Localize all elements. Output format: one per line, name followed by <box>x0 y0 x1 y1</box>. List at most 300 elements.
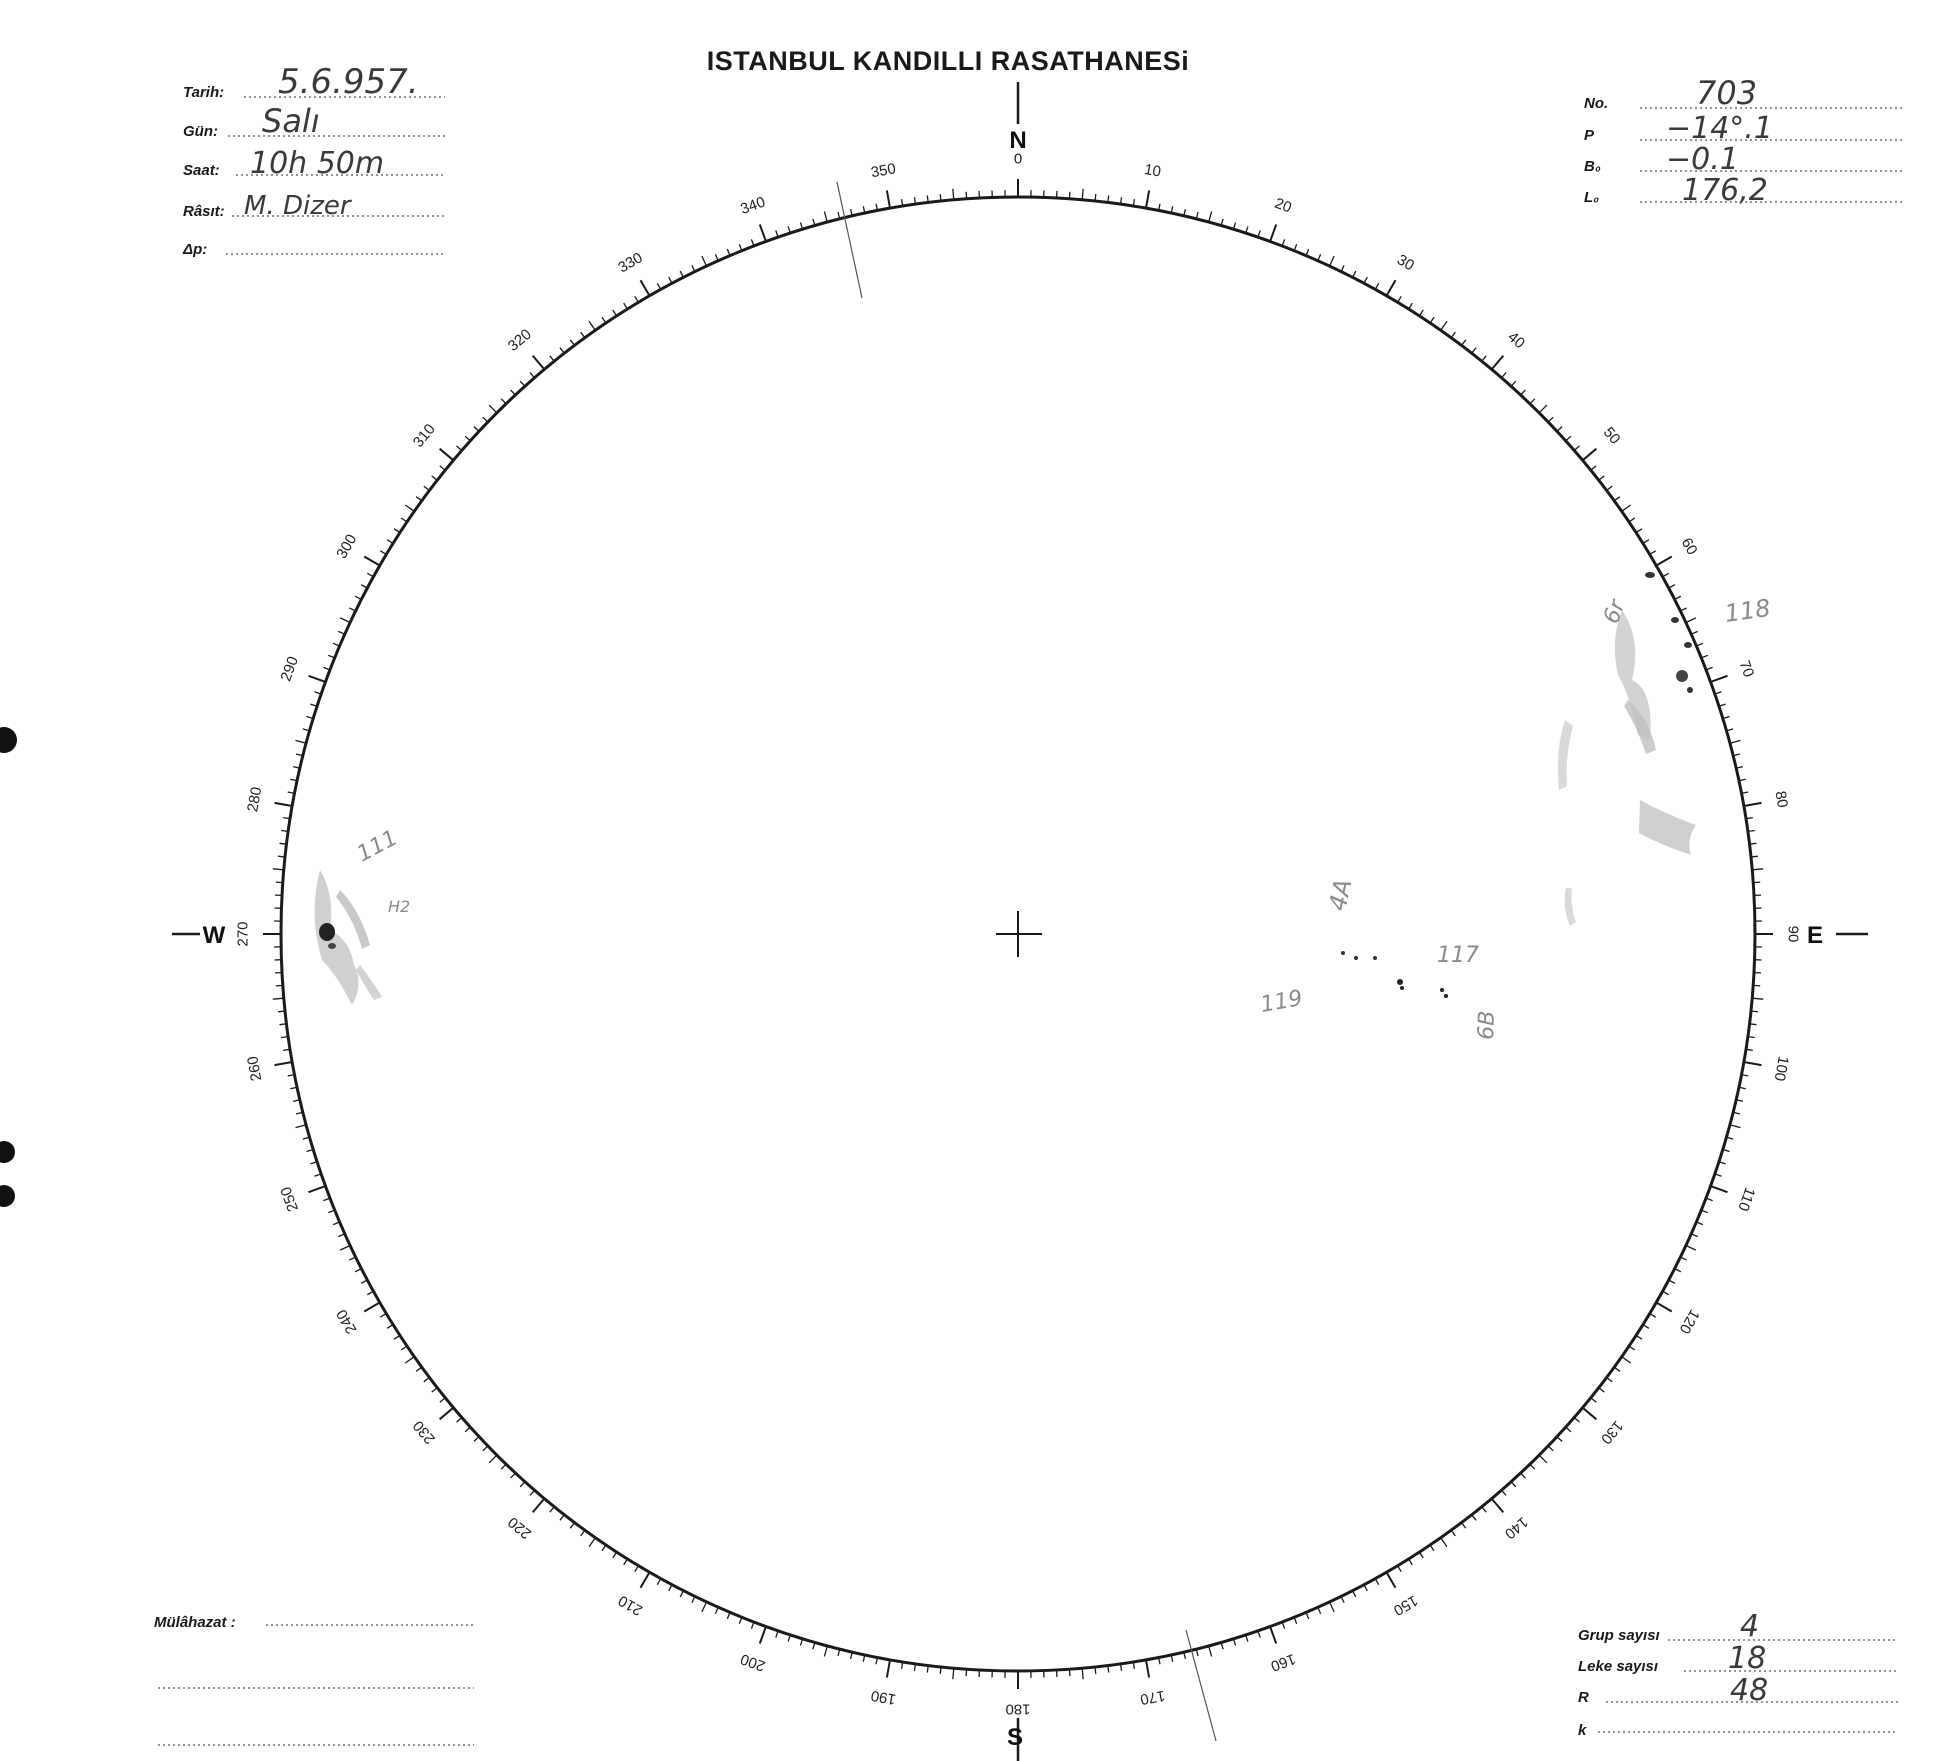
tick-43 <box>1521 390 1526 395</box>
tick-306 <box>416 497 422 501</box>
tick-122 <box>1643 1325 1649 1329</box>
tick-226 <box>483 1446 488 1451</box>
number-label: No. <box>1584 95 1609 112</box>
tick-200 <box>760 1627 766 1644</box>
tick-105 <box>1730 1125 1741 1128</box>
tick-235 <box>405 1357 414 1363</box>
tick-83 <box>1750 843 1757 844</box>
tick-31 <box>1398 296 1402 302</box>
tick-141 <box>1482 1507 1486 1512</box>
observer-row <box>183 191 445 221</box>
l0-value: 176,2 <box>1682 173 1768 208</box>
time-value: 10h 50m <box>250 146 385 181</box>
tick-333 <box>680 271 683 277</box>
tick-49 <box>1574 446 1579 451</box>
tick-115 <box>1686 1246 1696 1251</box>
tick-238 <box>387 1325 393 1329</box>
date-row <box>183 62 445 102</box>
footer-right <box>1578 1609 1898 1739</box>
tick-7 <box>1108 196 1109 203</box>
delta-p-label: Δp: <box>183 241 208 258</box>
tick-321 <box>550 356 554 361</box>
annotation-6b: 6B <box>1474 1010 1501 1041</box>
tick-96 <box>1751 1011 1758 1012</box>
day-row <box>183 102 445 140</box>
degree-label-90: 90 <box>1784 925 1802 943</box>
tick-152 <box>1364 1585 1367 1591</box>
tick-352 <box>915 197 916 204</box>
tick-139 <box>1502 1490 1507 1495</box>
tick-33 <box>1419 310 1423 316</box>
tick-129 <box>1591 1398 1596 1402</box>
tick-280 <box>275 803 293 806</box>
tick-175 <box>1082 1668 1083 1679</box>
tick-54 <box>1614 497 1620 501</box>
degree-label-200: 200 <box>738 1650 768 1675</box>
degree-label-150: 150 <box>1390 1591 1421 1619</box>
west-label: W <box>202 922 226 949</box>
date-value: 5.6.957. <box>278 62 419 102</box>
tick-95 <box>1752 998 1763 999</box>
tick-217 <box>570 1523 574 1529</box>
degree-label-70: 70 <box>1735 658 1758 680</box>
tick-354 <box>940 194 941 201</box>
tick-302 <box>387 540 393 544</box>
tick-160 <box>1270 1627 1276 1644</box>
degree-label-60: 60 <box>1677 535 1701 558</box>
degree-label-170: 170 <box>1138 1686 1167 1708</box>
tick-285 <box>296 740 307 743</box>
tick-51 <box>1591 466 1596 470</box>
tick-125 <box>1622 1357 1631 1363</box>
tick-210 <box>641 1572 650 1588</box>
tick-308 <box>432 476 438 480</box>
tick-59 <box>1650 551 1656 555</box>
annotation-118: 118 <box>1722 593 1773 628</box>
tick-331 <box>657 283 660 289</box>
tick-153 <box>1353 1591 1356 1597</box>
tick-176 <box>1069 1669 1070 1676</box>
annotation-111: 111 <box>353 825 402 868</box>
tick-188 <box>915 1664 916 1671</box>
tick-133 <box>1557 1437 1562 1442</box>
tick-44 <box>1530 399 1535 404</box>
tick-327 <box>613 310 617 316</box>
tick-50 <box>1583 449 1597 461</box>
tick-42 <box>1511 381 1516 386</box>
annotation-119: 119 <box>1258 985 1305 1018</box>
tick-276 <box>278 856 285 857</box>
south-label: S <box>1006 1724 1024 1751</box>
tick-237 <box>394 1335 400 1339</box>
tick-149 <box>1398 1566 1402 1572</box>
degree-label-40: 40 <box>1504 328 1529 353</box>
tick-70 <box>1711 676 1728 682</box>
tick-219 <box>550 1507 554 1512</box>
tick-151 <box>1375 1579 1378 1585</box>
tick-223 <box>511 1473 516 1478</box>
east-label: E <box>1806 922 1824 949</box>
tick-84 <box>1751 856 1758 857</box>
tick-34 <box>1430 317 1434 323</box>
degree-label-20: 20 <box>1272 194 1294 217</box>
tick-145 <box>1441 1538 1447 1547</box>
k-label: k <box>1578 1722 1587 1739</box>
spot-count-value: 18 <box>1728 1641 1767 1676</box>
tick-233 <box>424 1378 430 1382</box>
degree-label-340: 340 <box>738 193 768 218</box>
tick-53 <box>1607 486 1613 490</box>
tick-45 <box>1539 405 1547 413</box>
degree-label-260: 260 <box>244 1054 266 1083</box>
tick-155 <box>1330 1602 1335 1612</box>
tick-310 <box>440 449 454 461</box>
spot-count-label: Leke sayısı <box>1578 1658 1659 1675</box>
annotation-117: 117 <box>1437 943 1479 968</box>
tick-144 <box>1451 1530 1455 1536</box>
p-angle-value: −14°.1 <box>1666 111 1773 146</box>
tick-140 <box>1492 1499 1504 1513</box>
tick-41 <box>1502 373 1507 378</box>
degree-label-130: 130 <box>1597 1417 1627 1448</box>
tick-170 <box>1146 1660 1149 1678</box>
tick-123 <box>1636 1335 1642 1339</box>
tick-29 <box>1375 283 1378 289</box>
degree-label-350: 350 <box>869 160 898 182</box>
tick-330 <box>641 280 650 296</box>
tick-110 <box>1711 1186 1728 1192</box>
degree-label-50: 50 <box>1599 423 1624 448</box>
tick-266 <box>276 985 283 986</box>
tick-319 <box>530 373 535 378</box>
tick-236 <box>401 1346 407 1350</box>
sheet-title: ISTANBUL KANDILLI RASATHANESi <box>706 46 1190 76</box>
tick-94 <box>1753 985 1760 986</box>
tick-222 <box>520 1482 525 1487</box>
tick-46 <box>1548 417 1553 422</box>
tick-195 <box>824 1646 827 1657</box>
tick-244 <box>349 1257 355 1260</box>
tick-6 <box>1095 194 1096 201</box>
tick-173 <box>1108 1666 1109 1673</box>
tick-97 <box>1750 1024 1757 1025</box>
tick-30 <box>1387 280 1396 296</box>
tick-184 <box>966 1669 967 1676</box>
tick-36 <box>1451 332 1455 338</box>
tick-232 <box>432 1388 438 1392</box>
tick-143 <box>1462 1523 1466 1529</box>
tick-322 <box>560 348 564 354</box>
sunspot-group-west-limb <box>314 870 382 1005</box>
group-count-value: 4 <box>1740 1609 1760 1644</box>
tick-35 <box>1441 321 1447 330</box>
tick-211 <box>635 1566 639 1572</box>
tick-127 <box>1607 1378 1613 1382</box>
degree-label-140: 140 <box>1501 1513 1532 1543</box>
tick-165 <box>1209 1646 1212 1657</box>
degree-label-320: 320 <box>504 325 535 355</box>
tick-135 <box>1539 1455 1547 1463</box>
tick-124 <box>1629 1346 1635 1350</box>
tick-27 <box>1353 271 1356 277</box>
tick-146 <box>1430 1545 1434 1551</box>
tick-4 <box>1069 192 1070 199</box>
tick-332 <box>669 277 672 283</box>
delta-p-row <box>182 241 445 258</box>
degree-label-220: 220 <box>504 1513 535 1543</box>
degree-label-230: 230 <box>409 1417 439 1448</box>
r-number-label: R <box>1578 1689 1589 1706</box>
b0-label: B₀ <box>1584 158 1601 175</box>
tick-314 <box>483 417 488 422</box>
tick-301 <box>380 551 386 555</box>
tick-150 <box>1387 1572 1396 1588</box>
tick-61 <box>1663 573 1669 576</box>
tick-303 <box>394 529 400 533</box>
tick-47 <box>1557 427 1562 432</box>
tick-86 <box>1753 882 1760 883</box>
tick-355 <box>953 189 954 200</box>
remarks-label: Mülâhazat : <box>154 1614 236 1631</box>
l0-label: L₀ <box>1584 189 1600 206</box>
degree-label-280: 280 <box>244 785 266 814</box>
tick-296 <box>349 608 355 611</box>
p-angle-label: P <box>1584 127 1595 144</box>
tick-75 <box>1730 740 1741 743</box>
tick-39 <box>1482 356 1486 361</box>
tick-316 <box>501 399 506 404</box>
tick-116 <box>1680 1257 1686 1260</box>
tick-65 <box>1686 618 1696 623</box>
tick-323 <box>570 340 574 346</box>
r-number-row <box>1578 1673 1898 1708</box>
tick-231 <box>440 1398 445 1402</box>
tick-241 <box>367 1291 373 1294</box>
tick-174 <box>1095 1667 1096 1674</box>
tick-300 <box>364 557 380 566</box>
tick-136 <box>1530 1464 1535 1469</box>
tick-275 <box>273 869 284 870</box>
time-label: Saat: <box>183 162 220 179</box>
tick-52 <box>1599 476 1605 480</box>
tick-142 <box>1472 1515 1476 1521</box>
tick-260 <box>275 1062 293 1065</box>
tick-250 <box>309 1186 326 1192</box>
tick-220 <box>533 1499 545 1513</box>
tick-10 <box>1146 191 1149 209</box>
tick-40 <box>1492 356 1504 370</box>
tick-98 <box>1748 1037 1755 1038</box>
tick-48 <box>1566 436 1571 441</box>
header-right <box>1584 74 1905 208</box>
tick-242 <box>361 1280 367 1283</box>
tick-56 <box>1629 518 1635 522</box>
tick-265 <box>273 998 284 999</box>
tick-320 <box>533 356 545 370</box>
tick-297 <box>355 596 361 599</box>
tick-120 <box>1656 1303 1672 1312</box>
tick-213 <box>613 1552 617 1558</box>
tick-5 <box>1082 189 1083 200</box>
r-number-value: 48 <box>1730 1673 1769 1708</box>
degree-label-100: 100 <box>1770 1054 1792 1083</box>
tick-311 <box>457 446 462 451</box>
tick-325 <box>589 321 595 330</box>
tick-118 <box>1669 1280 1675 1283</box>
tick-263 <box>280 1024 287 1025</box>
tick-221 <box>530 1490 535 1495</box>
tick-329 <box>635 296 639 302</box>
degree-label-240: 240 <box>333 1306 361 1337</box>
tick-234 <box>416 1367 422 1371</box>
tick-8 <box>1121 197 1122 204</box>
rotation-axis-mark-north <box>837 182 862 298</box>
tick-313 <box>474 427 479 432</box>
tick-229 <box>457 1418 462 1423</box>
annotation-6r: 6r <box>1599 596 1631 628</box>
tick-190 <box>887 1660 890 1678</box>
sunspot-group-east-limb <box>1558 572 1696 926</box>
tick-186 <box>940 1667 941 1674</box>
tick-134 <box>1548 1446 1553 1451</box>
tick-225 <box>489 1455 497 1463</box>
tick-334 <box>692 265 695 271</box>
degree-label-110: 110 <box>1734 1184 1759 1214</box>
degree-label-270: 270 <box>234 921 252 947</box>
tick-295 <box>340 618 350 623</box>
group-count-row <box>1578 1609 1898 1644</box>
annotation-h2: H2 <box>388 897 411 916</box>
tick-208 <box>669 1585 672 1591</box>
degree-label-10: 10 <box>1142 160 1163 181</box>
tick-207 <box>680 1591 683 1597</box>
tick-185 <box>953 1668 954 1679</box>
tick-353 <box>927 196 928 203</box>
degree-label-310: 310 <box>409 420 439 451</box>
observer-label: Râsıt: <box>183 203 225 220</box>
tick-138 <box>1511 1482 1516 1487</box>
remarks-block <box>154 1614 474 1745</box>
tick-15 <box>1209 212 1212 223</box>
tick-356 <box>966 192 967 199</box>
tick-117 <box>1675 1269 1681 1272</box>
tick-57 <box>1636 529 1642 533</box>
tick-100 <box>1744 1062 1762 1065</box>
degree-label-190: 190 <box>869 1686 898 1708</box>
tick-154 <box>1341 1596 1344 1602</box>
tick-25 <box>1330 256 1335 266</box>
day-value: Salı <box>262 102 320 140</box>
observer-value: M. Dizer <box>244 191 351 221</box>
tick-128 <box>1599 1388 1605 1392</box>
degree-label-250: 250 <box>277 1184 302 1214</box>
tick-299 <box>367 573 373 576</box>
tick-212 <box>624 1559 628 1565</box>
tick-126 <box>1614 1367 1620 1371</box>
degree-label-160: 160 <box>1268 1650 1298 1675</box>
degree-label-180: 180 <box>1005 1700 1031 1718</box>
tick-350 <box>887 191 890 209</box>
tick-206 <box>692 1596 695 1602</box>
tick-315 <box>489 405 497 413</box>
tick-277 <box>280 843 287 844</box>
degree-label-210: 210 <box>615 1591 646 1619</box>
k-row <box>1578 1722 1898 1739</box>
tick-132 <box>1566 1427 1571 1432</box>
tick-262 <box>281 1037 288 1038</box>
group-count-label: Grup sayısı <box>1578 1627 1660 1644</box>
binder-holes <box>0 727 17 1207</box>
tick-224 <box>501 1464 506 1469</box>
b0-value: −0.1 <box>1666 142 1739 177</box>
tick-131 <box>1574 1418 1579 1423</box>
b0-row <box>1584 142 1905 177</box>
tick-345 <box>824 212 827 223</box>
annotation-4a: 4A <box>1323 876 1358 914</box>
tick-335 <box>702 256 707 266</box>
tick-264 <box>278 1011 285 1012</box>
tick-26 <box>1341 265 1344 271</box>
sunspot-group-center-east <box>1341 951 1448 998</box>
tick-312 <box>465 436 470 441</box>
tick-62 <box>1669 585 1675 588</box>
tick-137 <box>1521 1473 1526 1478</box>
tick-328 <box>624 303 628 309</box>
tick-290 <box>309 676 326 682</box>
tick-37 <box>1462 340 1466 346</box>
tick-240 <box>364 1303 380 1312</box>
tick-209 <box>657 1579 660 1585</box>
number-value: 703 <box>1696 74 1758 112</box>
center-crosshair <box>996 911 1042 957</box>
tick-230 <box>440 1408 454 1420</box>
tick-32 <box>1409 303 1413 309</box>
degree-label-330: 330 <box>615 249 646 277</box>
time-row <box>183 146 445 181</box>
tick-28 <box>1364 277 1367 283</box>
tick-304 <box>401 518 407 522</box>
degree-label-300: 300 <box>333 531 361 562</box>
tick-298 <box>361 585 367 588</box>
tick-243 <box>355 1269 361 1272</box>
tick-187 <box>927 1666 928 1673</box>
spot-count-row <box>1578 1641 1898 1676</box>
tick-326 <box>602 317 606 323</box>
tick-307 <box>424 486 430 490</box>
tick-274 <box>276 882 283 883</box>
tick-227 <box>474 1437 479 1442</box>
tick-63 <box>1675 596 1681 599</box>
degree-label-80: 80 <box>1771 789 1792 810</box>
tick-205 <box>702 1602 707 1612</box>
tick-305 <box>405 505 414 511</box>
tick-147 <box>1419 1552 1423 1558</box>
tick-340 <box>760 225 766 242</box>
tick-58 <box>1643 540 1649 544</box>
header-left <box>182 62 445 258</box>
tick-245 <box>340 1246 350 1251</box>
tick-64 <box>1680 608 1686 611</box>
tick-20 <box>1270 225 1276 242</box>
tick-60 <box>1656 557 1672 566</box>
tick-121 <box>1650 1314 1656 1318</box>
tick-216 <box>581 1530 585 1536</box>
tick-228 <box>465 1427 470 1432</box>
degree-label-30: 30 <box>1394 251 1417 275</box>
tick-82 <box>1748 831 1755 832</box>
number-row <box>1584 74 1905 112</box>
tick-218 <box>560 1515 564 1521</box>
